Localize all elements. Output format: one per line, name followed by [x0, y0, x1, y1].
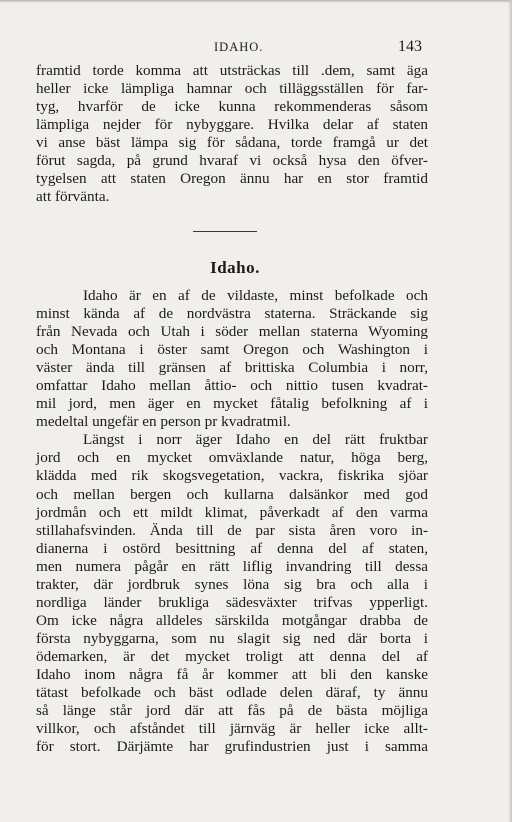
- text-line: omfattar Idaho mellan åttio- och nittio tusen kvadrat-: [36, 377, 428, 395]
- text-line: villkor, och afståndet till järnväg är heller icke allt-: [36, 720, 428, 738]
- section-heading: Idaho.: [210, 258, 260, 277]
- text-line: Längst i norr äger Idaho en del rätt fruktbar: [83, 431, 428, 449]
- scan-edge-top: [0, 0, 512, 3]
- text-line: jordmån och ett mildt klimat, påverkadt af den varma: [36, 503, 428, 521]
- text-line: för stort. Därjämte har grufindustrien just i samma: [36, 738, 428, 756]
- scan-edge-right: [508, 0, 512, 822]
- text-line: nordliga länder brukliga sädesväxter trifvas ypperligt.: [36, 593, 428, 611]
- text-line: dianerna i ostörd besittning af denna del af staten,: [36, 539, 428, 557]
- text-line: trakter, där jordbruk synes löna sig bra och alla i: [36, 575, 428, 593]
- text-line: tygelsen att staten Oregon ännu har en stor framtid: [36, 170, 428, 188]
- text-line: framtid torde komma att utsträckas till .dem, samt äga: [36, 62, 428, 79]
- running-head: IDAHO.: [214, 40, 264, 54]
- text-line: men numera pågår en rätt liflig invandring till dessa: [36, 557, 428, 575]
- text-line: förut sagda, på grund hvaraf vi också hysa den öfver-: [36, 152, 428, 170]
- section-body: [36, 287, 428, 756]
- text-line: medeltal ungefär en person pr kvadratmil.: [36, 413, 291, 431]
- text-line: från Nevada och Utah i söder mellan staterna Wyoming: [36, 323, 428, 341]
- text-line: jord och en mycket omväxlande natur, höga berg,: [36, 449, 428, 467]
- text-line: väster ända till gränsen af brittiska Columbia i norr,: [36, 359, 428, 377]
- continued-paragraph: [36, 62, 428, 206]
- text-line: tyg, hvarför de icke kunna rekommenderas såsom: [36, 98, 428, 116]
- text-line: klädda med rik skogsvegetation, vackra, fiskrika sjöar: [36, 467, 428, 485]
- text-line: att förvänta.: [36, 188, 110, 206]
- page-number: 143: [398, 38, 422, 55]
- text-line: och Montana i öster samt Oregon och Washington i: [36, 341, 428, 359]
- text-line: lämpliga nejder för nybyggare. Hvilka delar af staten: [36, 116, 428, 134]
- text-line: tätast befolkade och bäst odlade delen däraf, ty ännu: [36, 684, 428, 702]
- text-line: Om icke några alldeles särskilda motgångar drabba de: [36, 611, 428, 629]
- text-line: stillahafsvinden. Ända till de par sista åren voro in-: [36, 521, 428, 539]
- section-divider: [193, 231, 257, 232]
- text-line: första nybyggarna, som nu slagit sig ned där borta i: [36, 629, 428, 647]
- text-line: ödemarken, är det mycket troligt att denna del af: [36, 647, 428, 665]
- text-line: heller icke lämpliga hamnar och tilläggsställen för far-: [36, 80, 428, 98]
- text-line: Idaho inom några få år kommer att bli den kanske: [36, 665, 428, 683]
- text-line: så länge står jord där att fås på de bästa möjliga: [36, 702, 428, 720]
- text-line: och mellan bergen och kullarna dalsänkor med god: [36, 485, 428, 503]
- text-line: mil jord, men äger en mycket fåtalig befolkning af i: [36, 395, 428, 413]
- text-line: Idaho är en af de vildaste, minst befolkade och: [83, 287, 428, 304]
- text-line: vi anse bäst lämpa sig för sådana, torde framgå ur det: [36, 134, 428, 152]
- text-line: minst kända af de nordvästra staterna. Sträckande sig: [36, 305, 428, 323]
